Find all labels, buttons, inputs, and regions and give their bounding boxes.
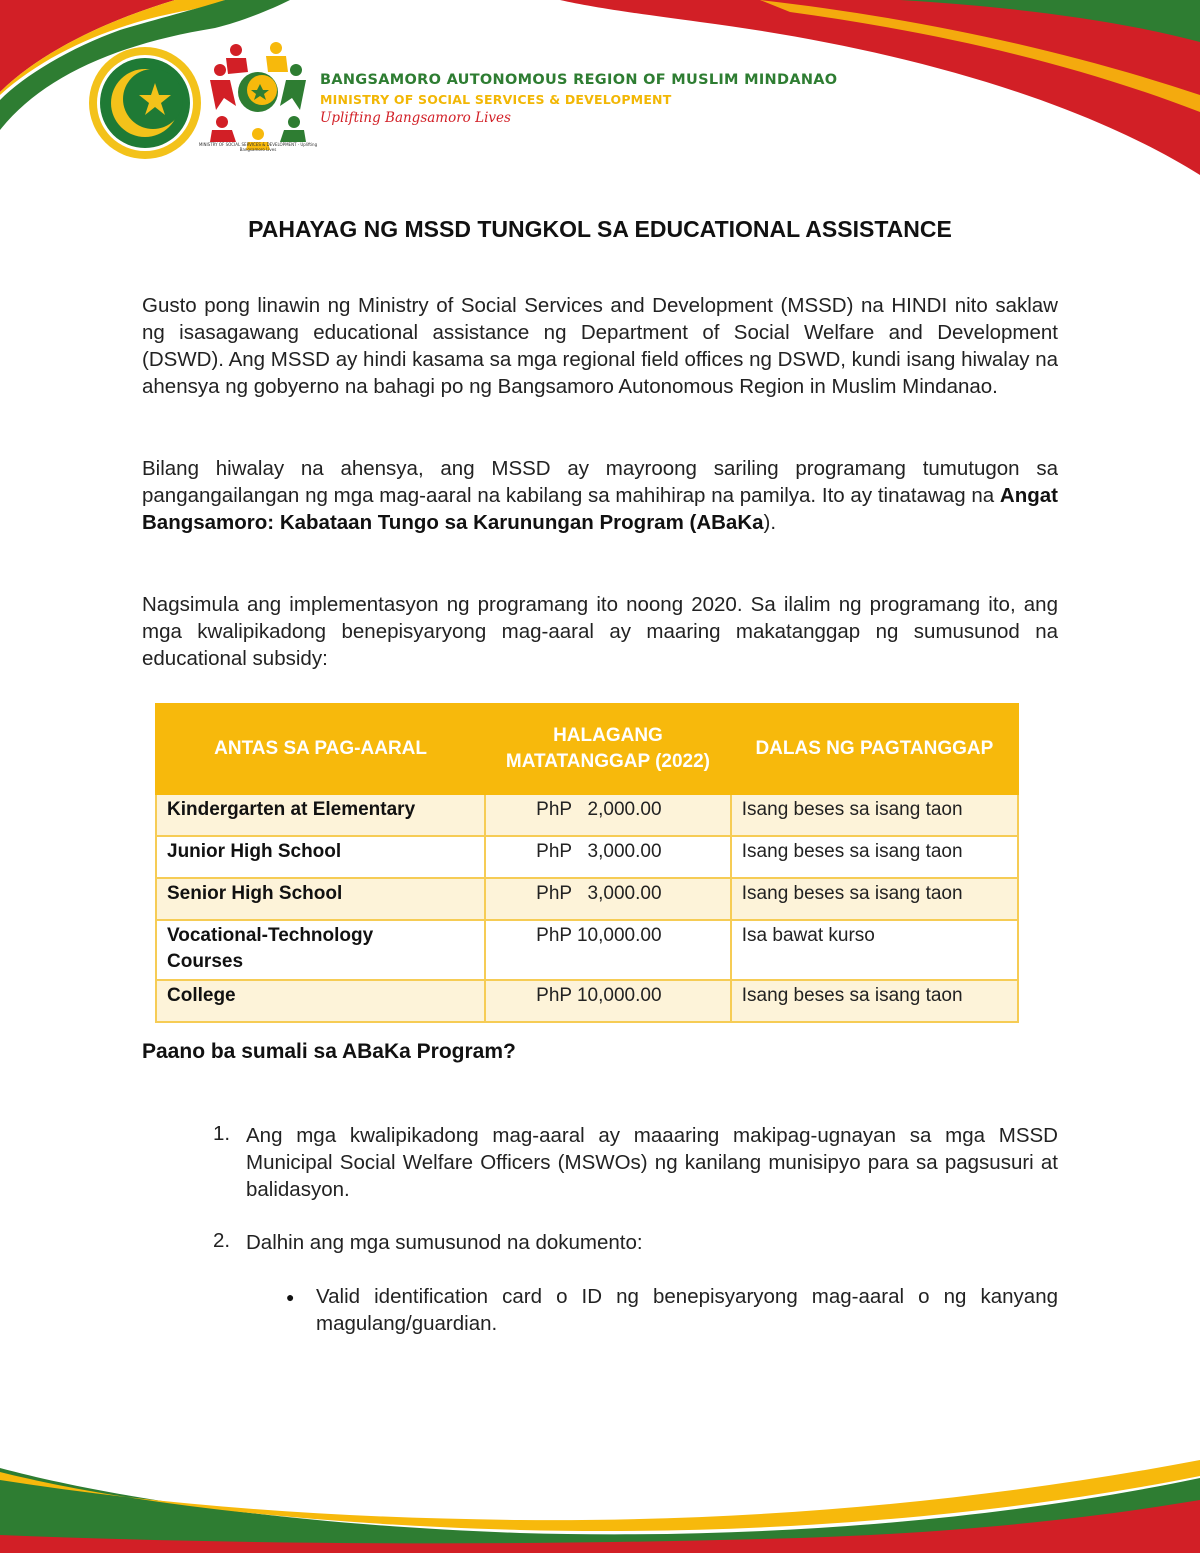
table-row bbox=[156, 836, 1018, 878]
column-header-level: ANTAS SA PAG-AARAL bbox=[156, 704, 485, 794]
cell-amount: PhP 3,000.00 bbox=[485, 836, 731, 878]
step-number-1: 1. bbox=[213, 1122, 231, 1145]
mssd-logo-caption: MINISTRY OF SOCIAL SERVICES & DEVELOPMENT · Uplifting Bangsamoro Lives bbox=[198, 142, 318, 152]
bullet-icon: ● bbox=[286, 1289, 295, 1305]
table-header-row bbox=[156, 704, 1018, 794]
cell-level: College bbox=[156, 980, 485, 1022]
program-name: Angat Bangsamoro: Kabataan Tungo sa Karunungan Program (ABaKa bbox=[142, 484, 1058, 534]
subsidy-table bbox=[155, 703, 1019, 1023]
cell-amount: PhP 10,000.00 bbox=[485, 920, 731, 980]
cell-frequency: Isa bawat kurso bbox=[731, 920, 1018, 980]
table-row bbox=[156, 980, 1018, 1022]
letterhead bbox=[320, 72, 837, 126]
org-name: BANGSAMORO AUTONOMOUS REGION OF MUSLIM MINDANAO bbox=[320, 72, 838, 88]
cell-frequency: Isang beses sa isang taon bbox=[731, 794, 1018, 836]
paragraph-2-end: ). bbox=[763, 511, 777, 534]
page-title: PAHAYAG NG MSSD TUNGKOL SA EDUCATIONAL ASSISTANCE bbox=[248, 216, 952, 242]
section-heading: Paano ba sumali sa ABaKa Program? bbox=[142, 1040, 516, 1063]
mssd-people-logo bbox=[210, 42, 306, 150]
column-header-amount: HALAGANG MATATANGGAP (2022) bbox=[485, 704, 731, 794]
paragraph-1: Gusto pong linawin ng Ministry of Social Services and Development (MSSD) na HINDI nito saklaw ng isasagawang educational assistance ng Department of Social Welfare and Development (DSWD). Ang MSSD ay hindi kasama sa mga regional field offices ng DSWD, kundi isang hiwalay na ahensya ng gobyerno na bahagi po ng Bangsamoro Autonomous Region in Muslim Mindanao. bbox=[142, 294, 1058, 398]
cell-level: Senior High School bbox=[156, 878, 485, 920]
bottom-swoosh bbox=[0, 1460, 1200, 1553]
step-number-2: 2. bbox=[213, 1229, 231, 1252]
step-2-text: Dalhin ang mga sumusunod na dokumento: bbox=[246, 1231, 643, 1254]
step-1-text: Ang mga kwalipikadong mag-aaral ay maaaring makipag-ugnayan sa mga MSSD Municipal Social Welfare Officers (MSWOs) ng kanilang munisipyo para sa pagsusuri at balidasyon. bbox=[246, 1124, 1058, 1201]
table-row bbox=[156, 920, 1018, 980]
cell-level: Kindergarten at Elementary bbox=[156, 794, 485, 836]
paragraph-2-text: Bilang hiwalay na ahensya, ang MSSD ay mayroong sariling programang tumutugon sa pangangailangan ng mga mag-aaral na kabilang sa mahihirap na pamilya. Ito ay tinatawag na bbox=[142, 457, 1058, 507]
paragraph-2 bbox=[142, 455, 1058, 536]
cell-amount: PhP 2,000.00 bbox=[485, 794, 731, 836]
cell-frequency: Isang beses sa isang taon bbox=[731, 878, 1018, 920]
barmm-seal-logo bbox=[89, 47, 201, 159]
table-row bbox=[156, 794, 1018, 836]
document-item: Valid identification card o ID ng benepisyaryong mag-aaral o ng kanyang magulang/guardian. bbox=[316, 1285, 1058, 1335]
tagline: Uplifting Bangsamoro Lives bbox=[320, 110, 511, 126]
paragraph-3: Nagsimula ang implementasyon ng programang ito noong 2020. Sa ilalim ng programang ito, ang mga kwalipikadong benepisyaryong mag-aaral ay maaring makatanggap ng sumusunod na educational subsidy: bbox=[142, 593, 1058, 670]
ministry-name: MINISTRY OF SOCIAL SERVICES & DEVELOPMENT bbox=[320, 92, 672, 107]
cell-amount: PhP 10,000.00 bbox=[485, 980, 731, 1022]
cell-amount: PhP 3,000.00 bbox=[485, 878, 731, 920]
column-header-frequency: DALAS NG PAGTANGGAP bbox=[731, 704, 1018, 794]
cell-level: Junior High School bbox=[156, 836, 485, 878]
table-row bbox=[156, 878, 1018, 920]
cell-level: Vocational-Technology Courses bbox=[156, 920, 485, 980]
cell-frequency: Isang beses sa isang taon bbox=[731, 836, 1018, 878]
cell-frequency: Isang beses sa isang taon bbox=[731, 980, 1018, 1022]
